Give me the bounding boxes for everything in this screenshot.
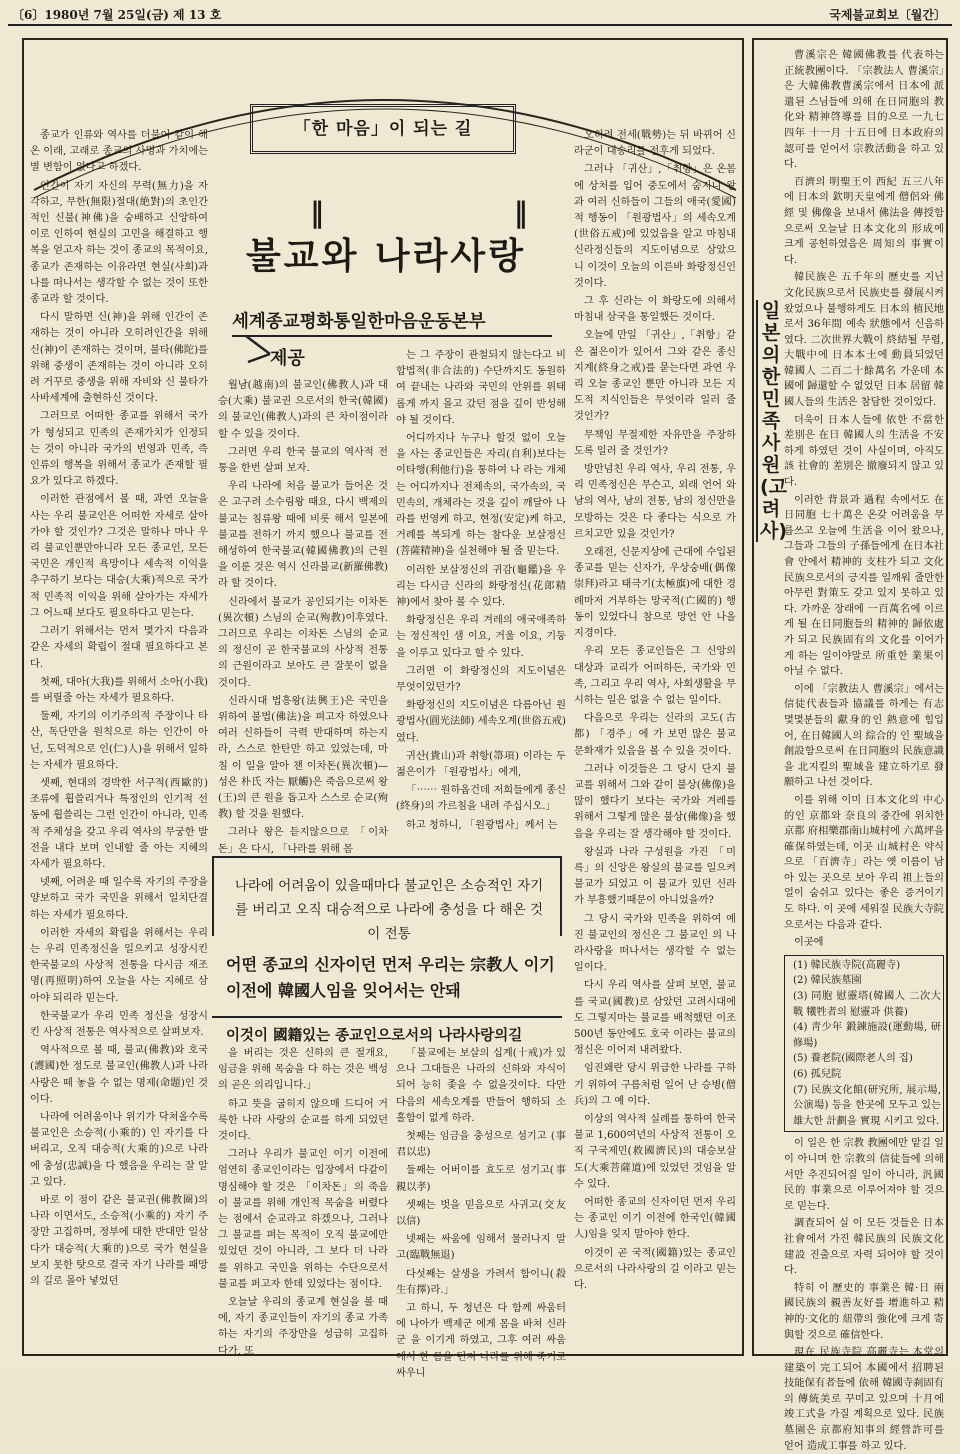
paragraph: 넷째, 어려운 때 일수록 자기의 주장을 양보하고 국가 국민을 위해서 일치단결하는 자세가 필요하다. (30, 877, 208, 921)
list-item: (6) 孤兒院 (793, 1069, 842, 1080)
paragraph: 오래전, 신문지상에 근대에 수입된 종교를 믿는 신자가, 우상숭배(偶像崇拜)라고 태극기(太極旗)에 대한 경례마저 거부하는 망국적(亡國的) 행동이 있었다니 참으로 망언 안 나올 지경이다. (574, 547, 736, 640)
list-intro: 이곳에 (794, 937, 824, 949)
paragraph: 우리 나라에 처음 불교가 들어온 것은 고구려 소수림왕 때요, 다시 백제의 불교는 침류왕 때에 비롯 해서 일본에 불교를 전하기 까지 했으나 불교를 전해성하여 한국불교(韓國佛教)의 근원을 이룬 것은 역시 신라불교(新羅佛教)라 할 것이다. (218, 481, 388, 590)
text-column-3b (396, 1046, 566, 1379)
paragraph: 임진왜란 당시 위급한 나라를 구하기 위하여 구름처럼 일어 난 승병(僧兵)의 그 예 이다. (574, 1063, 736, 1107)
sidebar-paragraph: 이를 위해 이미 日本文化의 中心的인 京都와 奈良의 중간에 위치한 京都 府相樂郡南山城村에 六萬坪을 確保하였는데, 이곳 山城村은 약식으로 「百濟寺」라는 옛 이름이 남아 있는 곳으로 보아 우리 祖上들의 얼이 숨쉬고 있다는 좋은 증거이기도 하다. 이 곳에 세워질 民族大寺院으로서는 다음과 같다. (784, 794, 944, 931)
paragraph: 셋째, 현대의 경박한 서구적(西歐的) 조류에 휩쓸리거나 특정인의 인기적 선동에 휩쓸리는 그런 인간이 아니라, 민족적 주체성을 갖고 우리 역사의 무궁한 발전을 내다 보며 인내할 줄 아는 지혜의 자세가 필요하다. (30, 777, 208, 870)
article-subtitle: 세계종교평화통일한마음운동본부 (232, 308, 552, 337)
paragraph: 방만넘친 우리 역사, 우리 전통, 우리 민족정신은 무슨고, 외래 언어 와 남의 역사, 남의 전통, 남의 정신만을 모방하는 것은 다 좋다는 식으로 가르치고만 있을 것인가? (574, 464, 736, 540)
list-item: (2) 韓民族墓園 (793, 975, 862, 987)
callout-subline: 이것이 國籍있는 종교인으로서의 나라사랑의길 (212, 1016, 562, 1045)
paragraph: 신라시대 법흥왕(法興王)은 국민을 위하여 불법(佛法)을 펴고자 하였으나 여러 신하들이 극력 반대하며 하는지라, 스스로 한탄만 하고 있었는데, 마침 이 일을 알아 챈 이차돈(異次頓)—성은 朴氏 자는 厭觸)은 죽음으로써 왕(王)의 큰 원을 돕고자 스스로 순교(殉教) 할 것을 원했다. (218, 695, 388, 821)
list-item: (5) 養老院(國際老人의 집) (793, 1053, 913, 1065)
facility-list (784, 955, 944, 1133)
paragraph: 이러한 관점에서 볼 때, 과연 오늘을 사는 우리 불교인은 어떠한 자세로 살아가야 할 것인가? 그것은 말하나 마나 우리 불교인뿐만아니라 모든 종교인, 모든 국민은 개인적 욕망이나 세속적 이익을 추구하기 보다는 대승(大乘)적으로 국가적 민족적 이익을 위해 살아가는 자세가 그 어느때 보다도 필요하다고 믿는다. (30, 494, 208, 619)
text-column-1 (30, 128, 208, 1350)
paragraph: 신라에서 불교가 공인되기는 이차돈(異次頓) 스님의 순교(殉教)이후였다. 그러므로 우리는 이차돈 스님의 순교의 정신이 곧 한국불교의 사상적 전통의 근원이라고 보아도 큰 잘못이 없을 것이다. (218, 596, 388, 689)
paragraph: 화랑정신은 우리 겨레의 애국애족하는 정신적인 샘 이요, 거울 이요, 기둥을 이루고 있다고 할 수 있다. (396, 615, 566, 659)
paragraph: 하고 뜻을 굽히지 않으매 드디어 거룩한 나라 사랑의 순교를 하게 되었던 것이다. (218, 1098, 388, 1143)
issue-info: 〔6〕1980년 7월 25일(금) 제 13 호 (12, 8, 222, 22)
sidebar-paragraph: 曹溪宗은 韓國佛教를 代表하는 正統教團이다. 「宗教法人 曹溪宗」은 大韓佛教曹溪宗에서 日本에 派遣된 스님들에 의해 在日同胞의 教化와 精神啓導를 目的으로 一九七四年 十一月 十五日에 日本政府의 認可를 얻어서 宗教活動을 하고 있다. (784, 50, 944, 171)
text-column-4 (574, 128, 736, 1350)
paragraph: 그러기 위해서는 먼저 몇가지 다음과 같은 자세의 확립이 절대 필요하다고 본다. (30, 626, 208, 670)
paragraph: 우리 모든 종교인들은 그 신앙의 대상과 교리가 어떠하든, 국가와 민족, 그리고 우리 역사, 사회생활을 무시하는 일은 없을 수 없는 일이다. (574, 646, 736, 706)
sidebar-title: 일본의 한민족사원(고려사) (756, 300, 782, 542)
paragraph: 그러나 「귀산」,「취항」은 온몸에 상처를 입어 중도에서 숨지니 왕과 여러 신하들이 그들의 애국(愛國)적 행동이 「원광법사」의 세속오계(世俗五戒)에 있었음을 알고 마침내 신라정신들의 지도이념으로 삼았으니 이것이 오늘의 이른바 화랑정신인 것이다. (574, 164, 736, 289)
kicker: 「한 마음」이 되는 길 (293, 119, 473, 139)
paragraph: 그러나 이것들은 그 당시 단지 불교를 위해서 그와 같이 불상(佛像)을 많이 했다기 보다는 국가와 겨레를 위해서 그렇게 많은 불상(佛像)을 했음을 우리는 잘 생각해야 할 것이다. (574, 763, 736, 840)
paragraph: 하고 청하니, 「원광법사」께서 는 (406, 819, 558, 831)
callout-headline: 어떤 종교의 신자이던 먼저 우리는 宗教人 이기 이전에 韓國人임을 잊어서는 안돼 (226, 955, 555, 1000)
sidebar-paragraph: 百濟의 明聖王이 西紀 五三八年에 日本의 欽明天皇에게 僧侶와 佛經 및 佛像을 보내서 佛法을 傳授함으로써 오늘날 日本文化의 形成에 크게 공헌하였음은 周知의 事實이다. (784, 176, 944, 266)
paragraph: 역사적으로 볼 때, 불교(佛教)와 호국(護國)한 정도로 불교인(佛教人)과 나라사랑은 떼 놓을 수 없는 명제(命題)인 것이다. (30, 1045, 208, 1105)
sidebar-paragraph: 現在 民族寺院 高麗寺는 本堂의 建築이 完工되어 本國에서 招聘된 技能保有者들에 依해 韓國寺刹固有의 傳統美로 꾸미고 있으며 十月에 竣工式을 가질 계획으로 있다. 民族墓園은 京都府知事의 經營許可를 얻어 造成工事를 하고 있다. (784, 1347, 944, 1452)
sidebar-paragraph: 이 일은 한 宗教 教團에만 맡길 일이 아니며 한 宗教의 信徒들에 의해서만 추진되어질 일이 아니라, 汎國民的 事業으로 이루어져야 할 것으로 믿는다. (784, 1138, 944, 1212)
quote-text: 나라에 어려움이 있을때마다 불교인은 소승적인 자기를 버리고 오직 대승적으로 나라에 충성을 다 해온 것이 전통 (234, 878, 544, 942)
sidebar-paragraph: 이에 「宗教法人 曹溪宗」에서는 信徒代表들과 協議를 하게는 有志 몇몇분들의 獻身的인 熱意에 힘입어, 在日韓國人의 綜合的 인 聖域을 創設함으로써 在日同胞의 民族意識을 北지킬의 聖域을 建立하기로 發願하고 나선 것이다. (784, 683, 944, 789)
sidebar-paragraph: 調査되어 실 이 모든 것들은 日本社會에서 가진 韓民族의 民族文化 建設 진출으로 자력 되어야 할 것이다. (784, 1218, 944, 1277)
paragraph: 다시 말하면 신(神)을 위해 인간이 존재하는 것이 아니라 오히려인간을 위해 신(神)이 존재하는 것이며, 불타(佛陀)를 위해 중생이 존재하는 것이 아니라 오히려 거꾸로 중생을 위해 자비와 신 불타가 사바세계에 출현하신 것이다. (30, 312, 208, 405)
sidebar-paragraph: 特히 이 歷史的 事業은 韓·日 兩國民族의 親善友好를 增進하고 精神的·文化的 紐帶의 強化에 크게 寄與할 것으로 確信한다. (784, 1282, 944, 1341)
paragraph: 그 후 신라는 이 화랑도에 의해서 마침내 삼국을 통일했든 것이다. (574, 296, 736, 324)
paragraph: 무책임 무절제한 자유만을 주장하도록 일러 줄 것인가? (574, 429, 736, 457)
paragraph: 화랑정신의 지도이념은 다름아닌 원광법사(圓光法師) 세속오계(世俗五戒)였다. (396, 700, 566, 744)
paragraph: 오늘에 만일 「귀산」,「취항」같은 젊은이가 있어서 그와 같은 종신지계(終身之戒)를 묻는다면 과연 우리 오늘 종교인 뿐만 아니라 모든 지도적 지식인들은 무엇이라 일러 줄 것인가? (574, 330, 736, 423)
article-title: 불교와 나라사랑 (246, 236, 526, 277)
paragraph: 둘째, 자기의 이기주의적 주장이나 타산, 독단만을 원칙으로 하는 인간이 아닌, 도덕적으로 인(仁)人)을 위해서 일하는 자세가 필요하다. (30, 711, 208, 771)
paragraph: 이러한 보살정신의 귀감(龜鑑)을 우리는 다시금 신라의 화랑정신(花郎精神)에서 찾아 볼 수 있다. (396, 564, 566, 609)
paragraph: 셋째는 벗을 믿음으로 사귀고(交友以信) (396, 1199, 566, 1228)
paragraph: 한국불교가 우리 민족 정신을 성장시킨 사상적 전통은 역사적으로 살펴보자. (30, 1010, 208, 1038)
paragraph: 나라에 어려움이나 위기가 닥쳐올수록 불교인은 소승적(小乘的) 인 자기를 다 버리고, 오직 대승적(大乘的)으로 나라에 충성(忠誠)을 다 했음을 우리는 잘 알고 있다. (30, 1111, 208, 1188)
paragraph: 왕실과 나라 구성원을 가진 「미륵」의 신앙은 왕실의 불교를 일으켜 불교가 되었고 이 불교가 있던 신라가 부흥했기때문이 아니었을까? (574, 846, 736, 907)
paragraph: 귀산(貴山)과 취항(箒項) 이라는 두 젊은이가 「원광법사」에게, (396, 750, 566, 779)
paragraph: 첫째, 대아(大我)를 위해서 소아(小我)를 버릴줄 아는 자세가 필요하다. (30, 676, 209, 704)
paragraph: 고 하니, 두 청년은 다 함께 싸움터에 나아가 백제군 에게 몸을 바쳐 신라군 을 이기게 하였고, 그후 여러 싸움에서 한 몸을 던져 나라를 위해 죽기로 싸우니 (396, 1303, 566, 1379)
list-item: (3) 同胞 慰靈塔(韓國人 二次大戰 犧牲者의 慰靈과 供養) (793, 991, 941, 1018)
paragraph: 종교가 인류와 역사를 더불어 같이 해 온 이래, 고래로 종교의 사명과 가치에는 별 변함이 없다고 하겠다. (30, 130, 208, 174)
sidebar-paragraph: 더욱이 日本人들에 依한 不當한 差別은 在日 韓國人의 生活을 不安하게 하였던 것이 사실이며, 아직도 該 社會的 差別은 撤廢되지 않고 있다. (784, 414, 944, 489)
paragraph: 그러므로 어떠한 종교를 위해서 국가가 형성되고 민족의 존재가치가 인정되는 것이 아니라 국가의 번영과 민족, 즉 인류의 행복을 위해서 종교가 존재할 필요가 있다고 하겠다. (30, 411, 208, 488)
paragraph: 이러한 자세의 확립을 위해서는 우리는 우리 민족정신을 일으키고 성장시킨 한국불교의 사상적 전통을 다시금 재조명(再照明)하여 오늘을 사는 지혜로 삼아야 되리라 믿는다. (30, 927, 208, 1004)
paragraph: 첫째는 임금을 충성으로 섬기고 (事君以忠) (396, 1131, 566, 1159)
paragraph: 다음으로 우리는 신라의 고도(古都) 「경주」에 가 보면 많은 불교 문화재가 있음을 볼 수 있을 것이다. (574, 713, 736, 757)
paragraph: 인간이 자기 자신의 무력(無力)을 자각하고, 무한(無限)절대(絶對)의 초인간적인 신불(神佛)을 숭배하고 신앙하여 이로 인하여 현실의 고민을 해결하고 행복을 얻고자 하는 것이 종교의 목적이요, 종교가 존재하는 이유라면 현실(사회)과 나를 떠나서는 생각할 수 없는 것이 또한 종교라 할 것이다. (30, 180, 208, 306)
paragraph: 그러면 우리 한국 불교의 역사적 전통을 한번 살펴 보자. (218, 446, 388, 475)
paragraph: 「⋯⋯ 원하옵건데 저희들에게 종신(終身)의 가르침을 내려 주십시오.」 (396, 785, 566, 813)
sidebar-paragraph: 韓民族은 五千年의 歷史를 지닌 文化民族으로서 民族史를 發展시켜 왔었으나 불행하게도 日本의 植民地로서 36年間 예속 狀態에서 신음하였다. 二次世界大戰이 終結될 무렵, 大戰中에 日本本土에 動員되었던 韓國人 二百二十餘萬名 가운데 本國에 歸還할 수 없었던 日本 居留 韓國人들의 生活은 참담한 것이었다. (784, 272, 944, 409)
paragraph: 는 그 주장이 관철되지 않는다고 비합법적(非合法的) 수단까지도 동원하여 끝내는 나라와 국민의 안위를 위태롭게 까지 몰고 갔던 점을 깊이 반성해야 될 것이다. (396, 350, 566, 426)
quote-box (212, 856, 562, 942)
paragraph: 다섯째는 살생을 가려서 함이니(殺生有擇)라.」 (396, 1268, 566, 1296)
paragraph: 둘째는 어버이를 효도로 섬기고(事親以孝) (396, 1165, 566, 1193)
paragraph: 어디까지나 누구나 할것 없이 오늘을 사는 종교인들은 자리(自利)보다는 이타행(利他行)을 통하여 나 라는 개체는 어디까지나 전체속의, 국가속의, 국민속의, 개체라는 것을 깊이 깨달아 나라를 번영케 하고, 현정(安定)케 하고, 거례를 복되게 하는 참다운 보살정신(菩薩精神)을 실천해야 될 줄 믿는다. (396, 433, 566, 558)
paragraph: 그러나 왕은 듣지않으므로 「이차돈」은 다시, 「나라를 위해 몸 (218, 827, 388, 855)
paragraph: 바로 이 점이 같은 불교권(佛教圈)의 나라 이면서도, 소승적(小乘的) 자기 주장만 고집하며, 정부에 대한 반대만 일삼다가 대승적(大乘的)으로 국가 현실을 보지 못한 탓으로 결국 자기 나라를 패망의 길로 몰아 넣었던 (30, 1195, 208, 1288)
sidebar-paragraph: 이러한 背景과 過程 속에서도 在日同胞 七十萬은 온갖 어려움을 무릅쓰고 오늘에 生活을 이어 왔으나, 그들과 그들의 子孫들에게 在日本社會 안에서 精神的 支柱가 되고 文化民族으로서의 긍지를 일깨워 줄만한 아무런 對策도 갖고 있지 못하고 있다. 가까운 장래에 一百萬名에 이르게 될 在日同胞들의 精神的 歸依處가 되고 民族固有의 文化를 이어가게 하는 일이야말로 所重한 業果이 아닐 수 없다. (784, 494, 944, 678)
text-column-2b (218, 1046, 388, 1357)
paragraph: 이상의 역사적 실례를 통하여 한국불교 1,600여년의 사상적 전통이 오직 구국제민(救國濟民)의 대승보살도(大乘菩薩道)에 있었던 것임을 알 수 있다. (574, 1113, 736, 1190)
paragraph: 그러나 우리가 불교인 이기 이전에 엄연히 종교인이라는 입장에서 다같이 명심해야 할 것은 「이차돈」의 죽음이 불교를 위해 개인적 목숨을 버렸다는 점에서 순교라고 하겠으나, 그러나 그 불교를 펴는 목적이 오직 불교에만 있었던 것이 아니라, 그 보다 더 나라를 위하고 국민을 위하는 수단으로서 불교를 퍼고자 한데 있었다는 점이다. (218, 1149, 388, 1290)
list-item: (1) 韓民族寺院(高麗寺) (793, 959, 901, 971)
paragraph: 다시 우리 역사를 살펴 보면, 불교를 국교(國教)로 삼았던 고려시대에도 그렇지마는 불교를 배척했던 이조 500년 동안에도 호국 이라는 불교의 정신은 이어져 내려왔다. (574, 980, 736, 1057)
text-column-2 (218, 378, 388, 855)
sidebar-body (784, 48, 944, 1452)
kicker-box (250, 104, 516, 154)
paragraph: 을 버리는 것은 신하의 큰 절개요, 임금을 위해 목숨을 다 하는 것은 백성의 곧은 의리입니다.」 (218, 1048, 388, 1092)
text-column-3 (396, 348, 566, 852)
paragraph: 「불교에는 보살의 십계(十戒)가 있으나 그대들은 나라의 신하와 자식이 되어 능히 좇을 수 없을것이다. 다만 다음의 세속오계를 반들어 행하되 소홀함이 없게 하라. (396, 1048, 566, 1124)
page-header (8, 4, 952, 26)
paragraph: 이것이 곧 국적(國籍)있는 종교인으로서의 나라사랑의 길 이라고 믿는다. (574, 1247, 736, 1292)
provider-label: 제공 (270, 348, 305, 369)
paragraph: 그 당시 국가와 민족을 위하여 예진 불교인의 정신은 그 불교인 의 나라사랑을 떠나서는 생각할 수 없는 일이다. (574, 913, 736, 974)
paragraph: 오늘날 우리의 종교계 현실을 볼 때에, 자기 종교인들이 자기의 종교 가족하는 자기의 주장만을 성급히 고집하다가, 또 (218, 1297, 388, 1357)
title-bars: ‖ ‖ (310, 196, 618, 229)
paragraph: 월남(越南)의 불교인(佛教人)과 대승(大乘) 불교권 으로서의 한국(韓國)의 불교인(佛教人)과의 큰 차이점이라 할 수 있을 것이다. (218, 380, 388, 440)
publication-name: 국제불교회보〔월간〕 (829, 8, 946, 22)
paragraph: 오히려 전세(戰勢)는 뒤 바뀌어 신라군이 대승리를 전후게 되었다. (574, 130, 736, 158)
paragraph: 어떠한 종교의 신자이던 먼저 우리는 종교인 이기 이전에 한국인(韓國人)임을 잊지 말아야 한다. (574, 1197, 736, 1241)
list-item: (7) 民族文化館(研究所, 展示場, 公演場) 등을 한곳에 모두고 있는 雄大한 計劃을 實現 시키고 있다. (793, 1084, 941, 1127)
paragraph: 그러면 이 화랑정신의 지도이념은 무엇이었던가? (396, 665, 566, 694)
list-item: (4) 靑少年 鍛鍊施設(運動場, 研修場) (793, 1022, 941, 1049)
paragraph: 넷째는 싸움에 임해서 물러나지 말고(臨戰無退) (396, 1234, 566, 1262)
